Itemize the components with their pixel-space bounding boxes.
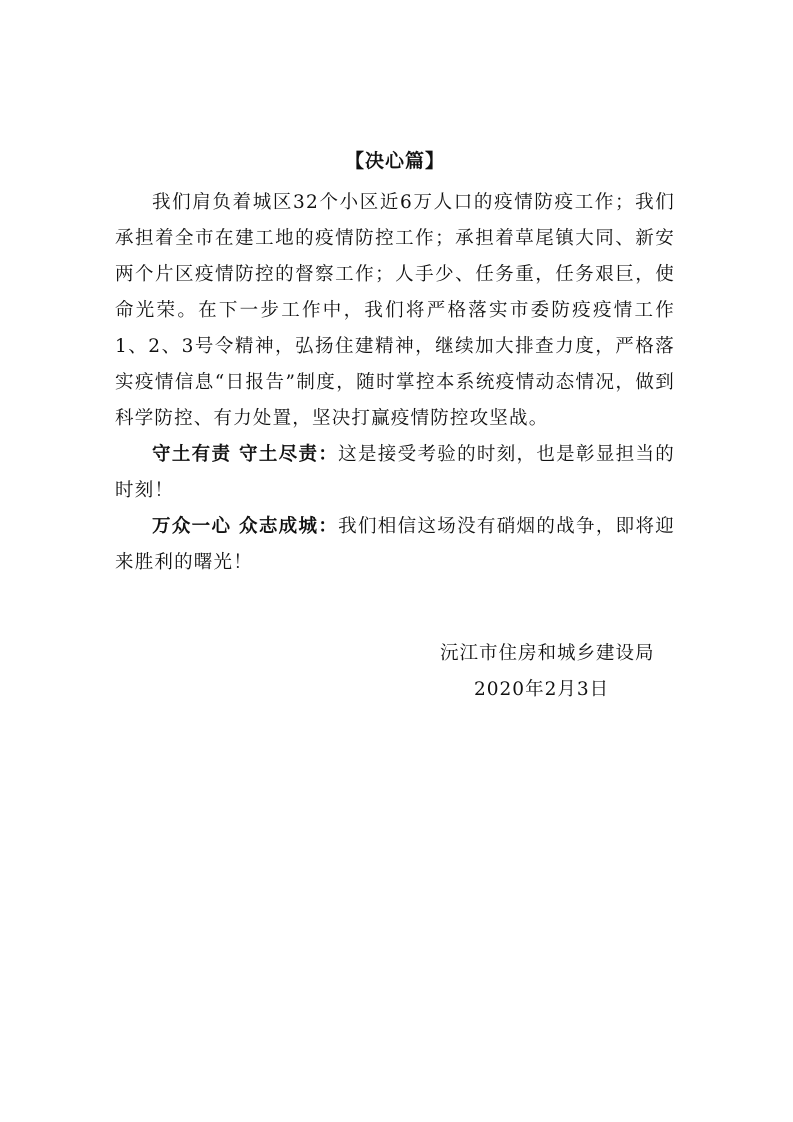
section-title: 【决心篇】: [344, 150, 445, 172]
signature-organization: 沅江市住房和城乡建设局: [440, 643, 655, 664]
paragraph-lead: 守土有责 守土尽责：: [152, 444, 339, 465]
paragraph-text: 我们相信这场没有硝烟的战争，即将迎来胜利的曙光！: [115, 516, 675, 573]
paragraph-unity: [115, 509, 675, 581]
paragraph-resolve: [115, 185, 675, 437]
paragraph-text: 这是接受考验的时刻，也是彰显担当的时刻！: [115, 444, 675, 501]
paragraph-lead: 万众一心 众志成城：: [152, 516, 339, 537]
signature-date: 2020年2月3日: [474, 679, 610, 700]
paragraph-duty: [115, 437, 675, 509]
document-body: [115, 143, 675, 581]
paragraph-text: 我们肩负着城区32个小区近6万人口的疫情防疫工作；我们承担着全市在建工地的疫情防控工作；承担着草尾镇大同、新安两个片区疫情防控的督察工作；人手少、任务重，任务艰巨，使命光荣。在下一步工作中，我们将严格落实市委防疫疫情工作1、2、3号令精神，弘扬住建精神，继续加大排查力度，严格落实疫情信息“日报告”制度，随时掌控本系统疫情动态情况，做到科学防控、有力处置，坚决打赢疫情防控攻坚战。: [115, 192, 675, 429]
